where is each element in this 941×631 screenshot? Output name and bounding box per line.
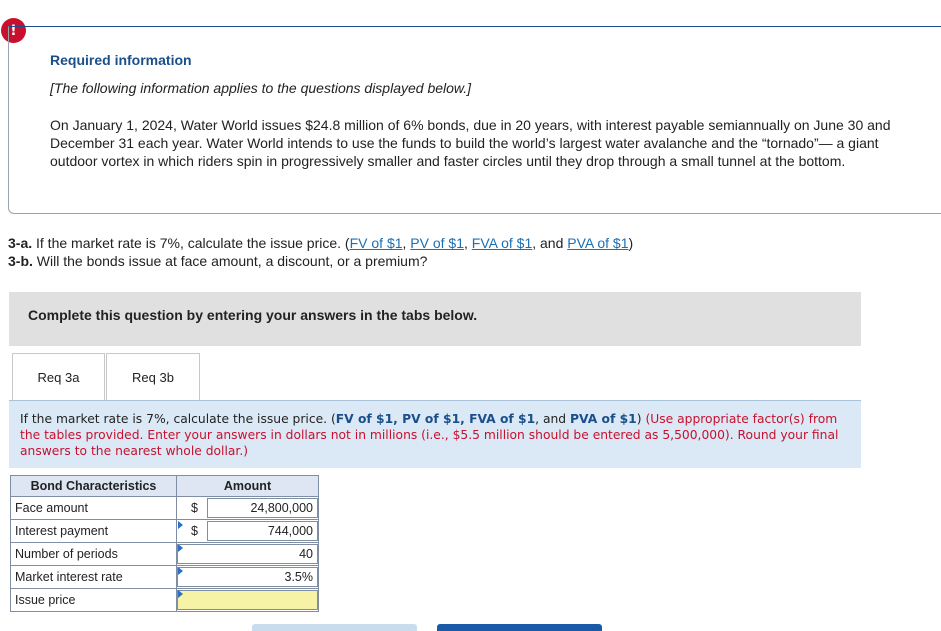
row-label-issue-price: Issue price — [10, 589, 177, 612]
question-3b-label: 3-b. — [8, 253, 33, 269]
instruction-red-note: (Use appropriate factor(s) from the tables provided. Enter your answers in dollars not in millions (i.e., $5.5 million should be entered as 5,500,000). Round your final answers to the nearest whole dollar.) — [20, 412, 839, 458]
instruction-links: FV of $1, PV of $1, FVA of $1 — [335, 412, 536, 426]
tab-req-3b[interactable]: Req 3b — [106, 353, 200, 401]
input-flag-icon — [178, 521, 183, 529]
row-label-number-of-periods: Number of periods — [10, 543, 177, 566]
instruction-and: , and — [535, 412, 571, 426]
header-bond-characteristics: Bond Characteristics — [10, 475, 177, 497]
link-fva-of-1[interactable]: FVA of $1 — [471, 235, 533, 251]
req-3a-instructions — [9, 400, 861, 468]
prev-tab-button[interactable] — [252, 624, 417, 631]
link-separator: , and — [532, 235, 568, 251]
banner-text: Complete this question by entering your answers in the tabs below. — [28, 307, 478, 323]
required-info-title: Required information — [50, 52, 192, 68]
question-3b-text: Will the bonds issue at face amount, a discount, or a premium? — [32, 253, 428, 269]
market-interest-rate-input[interactable] — [177, 567, 318, 587]
currency-symbol: $ — [191, 501, 198, 515]
row-value-market-interest-rate — [177, 566, 319, 589]
exclamation-icon: ! — [1, 18, 26, 43]
question-3a-text: If the market rate is 7%, calculate the issue price. ( — [32, 235, 350, 251]
question-3b — [8, 253, 427, 269]
question-3a-tail: ) — [628, 235, 634, 251]
row-value-issue-price — [177, 589, 319, 612]
issue-price-input[interactable] — [177, 590, 318, 610]
link-separator: , — [464, 235, 472, 251]
instruction-last-link: PVA of $1 — [570, 412, 637, 426]
question-3a-label: 3-a. — [8, 235, 33, 251]
input-flag-icon — [178, 590, 183, 598]
face-amount-input[interactable] — [207, 498, 318, 518]
instruction-close: ) — [636, 412, 646, 426]
tab-req-3a[interactable]: Req 3a — [12, 353, 105, 401]
instructions-banner — [9, 292, 861, 346]
next-tab-button[interactable] — [437, 624, 602, 631]
currency-symbol: $ — [191, 524, 198, 538]
link-pv-of-1[interactable]: PV of $1 — [410, 235, 464, 251]
row-label-interest-payment: Interest payment — [10, 520, 177, 543]
number-of-periods-input[interactable] — [177, 544, 318, 564]
question-3a — [8, 235, 633, 251]
required-info-body: On January 1, 2024, Water World issues $24.8 million of 6% bonds, due in 20 years, with interest payable semiannually on June 30 and December 31 each year. Water World intends to use the funds to build the world’s largest water avalanche and the “tornado”— a giant outdoor vortex in which riders spin in progressively smaller and faster circles until they drop through a small tunnel at the bottom. — [50, 117, 891, 169]
header-amount: Amount — [177, 475, 319, 497]
link-fv-of-1[interactable]: FV of $1 — [349, 235, 403, 251]
required-info-subtitle: [The following information applies to the questions displayed below.] — [50, 80, 472, 96]
row-value-number-of-periods — [177, 543, 319, 566]
link-separator: , — [402, 235, 411, 251]
row-value-interest-payment — [177, 520, 319, 543]
interest-payment-input[interactable] — [207, 521, 318, 541]
instruction-lead: If the market rate is 7%, calculate the issue price. ( — [20, 412, 336, 426]
row-value-face-amount — [177, 497, 319, 520]
row-label-face-amount: Face amount — [10, 497, 177, 520]
link-pva-of-1[interactable]: PVA of $1 — [567, 235, 629, 251]
row-label-market-interest-rate: Market interest rate — [10, 566, 177, 589]
